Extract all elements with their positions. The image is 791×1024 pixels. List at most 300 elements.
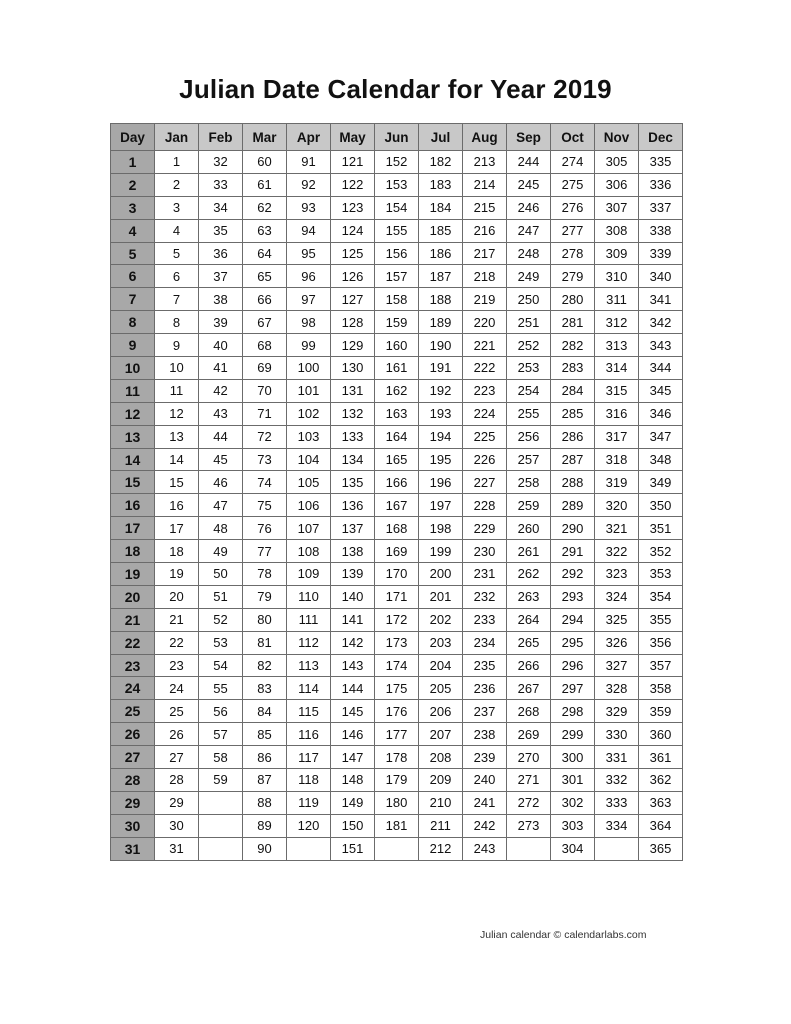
day-number-cell: 23 [111,654,155,677]
julian-day-cell: 221 [463,334,507,357]
julian-day-cell: 349 [639,471,683,494]
julian-day-cell: 30 [155,814,199,837]
julian-day-cell: 53 [199,631,243,654]
julian-day-cell: 218 [463,265,507,288]
julian-day-cell: 45 [199,448,243,471]
julian-day-cell: 21 [155,608,199,631]
day-number-cell: 22 [111,631,155,654]
julian-day-cell: 220 [463,311,507,334]
julian-day-cell: 309 [595,242,639,265]
julian-day-cell: 302 [551,791,595,814]
julian-day-cell: 287 [551,448,595,471]
julian-day-cell: 212 [419,837,463,860]
day-number-cell: 20 [111,585,155,608]
julian-day-cell: 306 [595,173,639,196]
julian-day-cell: 190 [419,334,463,357]
day-number-cell: 24 [111,677,155,700]
julian-day-cell: 16 [155,494,199,517]
julian-day-cell: 170 [375,563,419,586]
julian-day-cell: 213 [463,151,507,174]
julian-day-cell: 107 [287,517,331,540]
julian-day-cell: 364 [639,814,683,837]
julian-day-cell: 3 [155,196,199,219]
julian-day-cell: 278 [551,242,595,265]
julian-day-cell: 354 [639,585,683,608]
julian-day-cell: 263 [507,585,551,608]
julian-day-cell: 133 [331,425,375,448]
julian-day-cell: 329 [595,700,639,723]
julian-day-cell: 194 [419,425,463,448]
table-row [111,837,683,860]
julian-day-cell: 96 [287,265,331,288]
julian-day-cell: 280 [551,288,595,311]
day-number-cell: 8 [111,311,155,334]
column-header-month: May [331,124,375,151]
julian-day-cell: 56 [199,700,243,723]
julian-day-cell: 271 [507,769,551,792]
day-number-cell: 6 [111,265,155,288]
julian-day-cell: 126 [331,265,375,288]
julian-day-cell: 249 [507,265,551,288]
julian-day-cell: 237 [463,700,507,723]
julian-day-cell: 243 [463,837,507,860]
julian-day-cell: 238 [463,723,507,746]
julian-day-cell: 298 [551,700,595,723]
julian-day-cell: 324 [595,585,639,608]
julian-day-cell: 205 [419,677,463,700]
julian-day-cell: 204 [419,654,463,677]
julian-day-cell: 198 [419,517,463,540]
julian-day-cell: 226 [463,448,507,471]
julian-day-cell: 255 [507,402,551,425]
julian-day-cell: 161 [375,357,419,380]
julian-day-cell: 337 [639,196,683,219]
julian-day-cell: 313 [595,334,639,357]
column-header-month: Dec [639,124,683,151]
day-number-cell: 1 [111,151,155,174]
julian-day-cell: 257 [507,448,551,471]
table-row [111,196,683,219]
column-header-month: Apr [287,124,331,151]
julian-day-cell: 261 [507,540,551,563]
julian-day-cell: 78 [243,563,287,586]
julian-day-cell: 68 [243,334,287,357]
julian-day-cell [507,837,551,860]
julian-day-cell: 195 [419,448,463,471]
julian-day-cell: 118 [287,769,331,792]
julian-day-cell: 246 [507,196,551,219]
julian-day-cell: 181 [375,814,419,837]
julian-day-cell: 77 [243,540,287,563]
julian-day-cell: 236 [463,677,507,700]
julian-day-cell: 100 [287,357,331,380]
julian-day-cell: 180 [375,791,419,814]
julian-day-cell: 55 [199,677,243,700]
julian-day-cell: 345 [639,379,683,402]
julian-day-cell: 310 [595,265,639,288]
julian-day-cell: 227 [463,471,507,494]
julian-day-cell: 316 [595,402,639,425]
julian-day-cell: 42 [199,379,243,402]
julian-day-cell: 1 [155,151,199,174]
julian-day-cell: 168 [375,517,419,540]
julian-day-cell: 73 [243,448,287,471]
julian-day-cell: 112 [287,631,331,654]
julian-day-cell: 58 [199,746,243,769]
table-row [111,814,683,837]
julian-day-cell: 62 [243,196,287,219]
julian-day-cell: 157 [375,265,419,288]
julian-day-cell: 216 [463,219,507,242]
julian-day-cell: 348 [639,448,683,471]
julian-day-cell: 93 [287,196,331,219]
julian-day-cell: 29 [155,791,199,814]
julian-day-cell: 332 [595,769,639,792]
column-header-month: Aug [463,124,507,151]
julian-day-cell: 132 [331,402,375,425]
column-header-month: Jan [155,124,199,151]
julian-day-cell: 31 [155,837,199,860]
julian-day-cell: 192 [419,379,463,402]
julian-day-cell: 105 [287,471,331,494]
table-body [111,151,683,861]
julian-day-cell: 284 [551,379,595,402]
julian-day-cell: 57 [199,723,243,746]
day-number-cell: 7 [111,288,155,311]
julian-day-cell: 85 [243,723,287,746]
julian-day-cell: 44 [199,425,243,448]
julian-day-cell: 76 [243,517,287,540]
julian-day-cell: 239 [463,746,507,769]
julian-day-cell: 340 [639,265,683,288]
julian-day-cell: 174 [375,654,419,677]
julian-day-cell: 244 [507,151,551,174]
day-number-cell: 12 [111,402,155,425]
julian-day-cell: 235 [463,654,507,677]
julian-day-cell: 33 [199,173,243,196]
julian-day-cell: 75 [243,494,287,517]
julian-day-cell: 250 [507,288,551,311]
column-header-month: Feb [199,124,243,151]
julian-day-cell: 123 [331,196,375,219]
julian-day-cell: 36 [199,242,243,265]
julian-day-cell: 139 [331,563,375,586]
julian-day-cell: 270 [507,746,551,769]
julian-day-cell: 231 [463,563,507,586]
julian-day-cell: 210 [419,791,463,814]
julian-day-cell: 285 [551,402,595,425]
julian-day-cell: 251 [507,311,551,334]
julian-day-cell: 256 [507,425,551,448]
julian-day-cell: 359 [639,700,683,723]
julian-day-cell: 268 [507,700,551,723]
julian-day-cell: 308 [595,219,639,242]
table-row [111,357,683,380]
julian-day-cell: 71 [243,402,287,425]
table-row [111,585,683,608]
table-row [111,723,683,746]
julian-day-cell: 254 [507,379,551,402]
julian-day-cell: 146 [331,723,375,746]
julian-day-cell: 159 [375,311,419,334]
julian-day-cell: 49 [199,540,243,563]
julian-day-cell: 26 [155,723,199,746]
julian-day-cell: 87 [243,769,287,792]
julian-day-cell: 98 [287,311,331,334]
julian-day-cell: 15 [155,471,199,494]
julian-day-cell: 46 [199,471,243,494]
julian-day-cell: 343 [639,334,683,357]
julian-day-cell: 196 [419,471,463,494]
julian-day-cell: 43 [199,402,243,425]
julian-day-cell: 177 [375,723,419,746]
julian-day-cell: 197 [419,494,463,517]
julian-day-cell: 338 [639,219,683,242]
julian-day-cell: 304 [551,837,595,860]
julian-day-cell: 276 [551,196,595,219]
julian-day-cell: 65 [243,265,287,288]
julian-day-cell: 88 [243,791,287,814]
julian-day-cell: 274 [551,151,595,174]
julian-day-cell: 135 [331,471,375,494]
julian-day-cell: 80 [243,608,287,631]
julian-day-cell: 95 [287,242,331,265]
julian-day-cell: 277 [551,219,595,242]
table-row [111,677,683,700]
table-row [111,242,683,265]
julian-day-cell: 120 [287,814,331,837]
julian-day-cell: 109 [287,563,331,586]
julian-day-cell: 104 [287,448,331,471]
julian-day-cell: 63 [243,219,287,242]
julian-day-cell: 23 [155,654,199,677]
julian-day-cell: 158 [375,288,419,311]
julian-day-cell: 200 [419,563,463,586]
julian-day-cell: 267 [507,677,551,700]
julian-day-cell: 90 [243,837,287,860]
footer-credit: Julian calendar © calendarlabs.com [480,929,647,941]
julian-day-cell: 247 [507,219,551,242]
julian-day-cell: 293 [551,585,595,608]
julian-day-cell: 282 [551,334,595,357]
julian-day-cell: 54 [199,654,243,677]
day-number-cell: 10 [111,357,155,380]
julian-day-cell: 149 [331,791,375,814]
table-row [111,265,683,288]
julian-day-cell: 215 [463,196,507,219]
julian-day-cell: 147 [331,746,375,769]
julian-day-cell: 281 [551,311,595,334]
julian-day-cell: 183 [419,173,463,196]
julian-day-cell: 150 [331,814,375,837]
julian-day-cell: 203 [419,631,463,654]
julian-day-cell: 330 [595,723,639,746]
julian-day-cell: 314 [595,357,639,380]
julian-day-cell: 103 [287,425,331,448]
julian-day-cell: 115 [287,700,331,723]
julian-day-cell: 141 [331,608,375,631]
julian-day-cell: 353 [639,563,683,586]
julian-day-cell: 184 [419,196,463,219]
julian-day-cell: 172 [375,608,419,631]
julian-day-cell: 225 [463,425,507,448]
julian-day-cell: 91 [287,151,331,174]
julian-day-cell: 28 [155,769,199,792]
julian-day-cell: 253 [507,357,551,380]
julian-day-cell: 117 [287,746,331,769]
julian-day-cell: 352 [639,540,683,563]
julian-day-cell: 301 [551,769,595,792]
julian-day-cell: 297 [551,677,595,700]
julian-day-cell: 217 [463,242,507,265]
table-row [111,494,683,517]
julian-day-cell: 38 [199,288,243,311]
julian-day-cell: 219 [463,288,507,311]
julian-day-cell: 20 [155,585,199,608]
julian-day-cell: 260 [507,517,551,540]
table-row [111,608,683,631]
julian-day-cell: 187 [419,265,463,288]
julian-day-cell: 363 [639,791,683,814]
day-number-cell: 19 [111,563,155,586]
julian-day-cell: 339 [639,242,683,265]
table-row [111,791,683,814]
julian-day-cell: 259 [507,494,551,517]
julian-day-cell: 2 [155,173,199,196]
julian-day-cell: 182 [419,151,463,174]
julian-day-cell: 67 [243,311,287,334]
julian-day-cell: 356 [639,631,683,654]
julian-day-cell: 17 [155,517,199,540]
julian-day-cell: 189 [419,311,463,334]
julian-day-cell: 83 [243,677,287,700]
julian-day-cell: 327 [595,654,639,677]
julian-day-cell: 82 [243,654,287,677]
julian-day-cell: 94 [287,219,331,242]
julian-day-cell: 292 [551,563,595,586]
julian-day-cell: 311 [595,288,639,311]
julian-day-cell: 283 [551,357,595,380]
julian-day-cell: 312 [595,311,639,334]
julian-day-cell: 102 [287,402,331,425]
table-row [111,402,683,425]
table-row [111,631,683,654]
julian-day-cell: 176 [375,700,419,723]
julian-day-cell: 202 [419,608,463,631]
julian-day-cell: 79 [243,585,287,608]
julian-day-cell: 124 [331,219,375,242]
table-row [111,448,683,471]
page-title: Julian Date Calendar for Year 2019 [179,74,612,104]
julian-day-cell: 138 [331,540,375,563]
julian-day-cell: 125 [331,242,375,265]
julian-day-cell: 307 [595,196,639,219]
julian-day-cell: 119 [287,791,331,814]
julian-day-cell: 289 [551,494,595,517]
julian-day-cell: 300 [551,746,595,769]
julian-day-cell: 27 [155,746,199,769]
julian-day-cell: 7 [155,288,199,311]
julian-day-cell: 262 [507,563,551,586]
julian-day-cell: 334 [595,814,639,837]
julian-day-cell: 347 [639,425,683,448]
julian-day-cell: 360 [639,723,683,746]
julian-day-cell: 151 [331,837,375,860]
julian-day-cell: 114 [287,677,331,700]
julian-day-cell: 14 [155,448,199,471]
julian-day-cell: 233 [463,608,507,631]
julian-day-cell: 286 [551,425,595,448]
julian-day-cell: 319 [595,471,639,494]
julian-day-cell: 5 [155,242,199,265]
julian-day-cell: 97 [287,288,331,311]
julian-day-cell: 143 [331,654,375,677]
julian-day-cell: 288 [551,471,595,494]
julian-day-cell: 89 [243,814,287,837]
day-number-cell: 31 [111,837,155,860]
julian-day-cell: 156 [375,242,419,265]
julian-day-cell: 92 [287,173,331,196]
julian-day-cell: 232 [463,585,507,608]
table-row [111,746,683,769]
day-number-cell: 17 [111,517,155,540]
table-row [111,700,683,723]
table-row [111,219,683,242]
julian-date-table [110,123,683,861]
julian-day-cell: 129 [331,334,375,357]
table-row [111,563,683,586]
julian-day-cell: 191 [419,357,463,380]
julian-day-cell: 86 [243,746,287,769]
julian-day-cell: 206 [419,700,463,723]
day-number-cell: 3 [111,196,155,219]
julian-day-cell: 19 [155,563,199,586]
julian-day-cell: 186 [419,242,463,265]
julian-day-cell: 59 [199,769,243,792]
julian-day-cell: 252 [507,334,551,357]
column-header-day: Day [111,124,155,151]
julian-day-cell: 32 [199,151,243,174]
julian-day-cell [375,837,419,860]
julian-day-cell: 72 [243,425,287,448]
column-header-month: Nov [595,124,639,151]
julian-day-cell: 12 [155,402,199,425]
julian-day-cell: 365 [639,837,683,860]
julian-day-cell: 81 [243,631,287,654]
julian-day-cell: 40 [199,334,243,357]
julian-day-cell: 211 [419,814,463,837]
julian-day-cell: 358 [639,677,683,700]
julian-day-cell: 142 [331,631,375,654]
julian-day-cell: 229 [463,517,507,540]
julian-day-cell: 101 [287,379,331,402]
julian-day-cell: 61 [243,173,287,196]
julian-day-cell: 136 [331,494,375,517]
column-header-month: Jul [419,124,463,151]
julian-day-cell: 362 [639,769,683,792]
julian-day-cell: 279 [551,265,595,288]
julian-day-cell: 240 [463,769,507,792]
julian-day-cell: 167 [375,494,419,517]
julian-day-cell: 290 [551,517,595,540]
julian-day-cell: 223 [463,379,507,402]
julian-day-cell [287,837,331,860]
julian-day-cell: 148 [331,769,375,792]
julian-day-cell: 160 [375,334,419,357]
julian-day-cell: 108 [287,540,331,563]
julian-day-cell [199,814,243,837]
julian-day-cell: 305 [595,151,639,174]
